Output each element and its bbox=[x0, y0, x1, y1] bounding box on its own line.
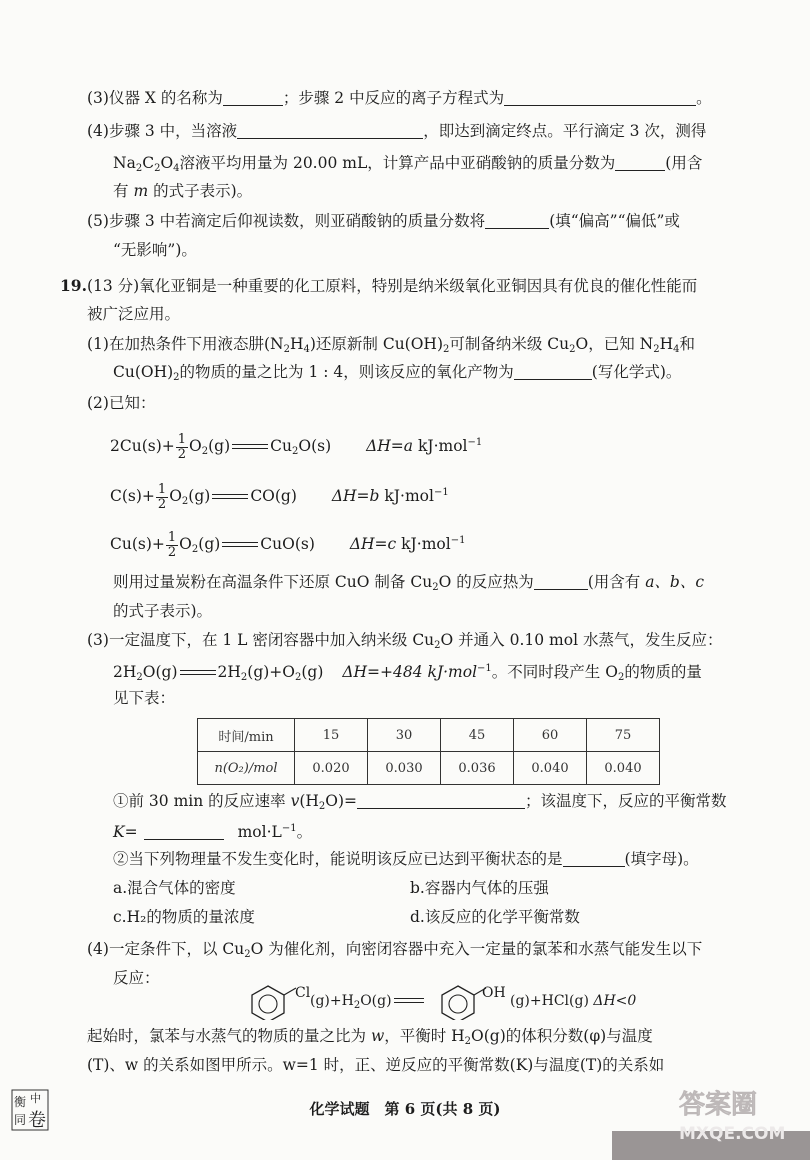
fraction: $\frac{1}{2}$ bbox=[167, 529, 177, 560]
fraction: $\frac{1}{2}$ bbox=[177, 431, 187, 462]
answer-blank[interactable] bbox=[223, 89, 283, 106]
table-cell: 30 bbox=[368, 719, 441, 752]
table-cell: 0.040 bbox=[514, 752, 587, 785]
option-b: b.容器内气体的压强 bbox=[410, 879, 549, 897]
answer-blank[interactable] bbox=[357, 792, 525, 809]
equals-sign-icon bbox=[232, 443, 268, 451]
q19-part4-line1: (4)一定条件下，以 $Cu_2O$ 为催化剂，向密闭容器中充入一定量的氯苯和水蒸气能发生以下 bbox=[87, 940, 703, 960]
q18-part5-line2: “无影响”)。 bbox=[113, 241, 197, 259]
table-row bbox=[198, 719, 660, 752]
q19-part2-label: (2)已知： bbox=[87, 394, 156, 412]
table-cell: 0.030 bbox=[368, 752, 441, 785]
q19-part3-line3: 见下表： bbox=[113, 689, 176, 707]
q19-part4-line3: 起始时，氯苯与水蒸气的物质的量之比为 w，平衡时 $H_2O(g)$的体积分数(φ)与温度 bbox=[87, 1027, 653, 1047]
option-d: d.该反应的化学平衡常数 bbox=[410, 908, 580, 926]
table-cell: 0.040 bbox=[587, 752, 660, 785]
q18-part4-line2: $Na_2C_2O_4$溶液平均用量为 20.00 mL，计算产品中亚硝酸钠的质量分数为 (用含 bbox=[113, 154, 703, 174]
answer-blank[interactable] bbox=[514, 363, 592, 380]
option-a: a.混合气体的密度 bbox=[113, 879, 236, 897]
thermo-equation-1: 2Cu(s)+ $\frac{1}{2}$ $O_2(g)$ $Cu_2O(s)$ ΔH=a kJ·mol$^{-1}$ bbox=[110, 431, 483, 462]
watermark-logo bbox=[671, 1083, 796, 1145]
svg-text:答案圈: 答案圈 bbox=[679, 1090, 758, 1120]
svg-text:MXQE.COM: MXQE.COM bbox=[679, 1124, 786, 1144]
q18-part4-line3: 有 m 的式子表示)。 bbox=[113, 182, 253, 200]
q19-intro-line2: 被广泛应用。 bbox=[87, 305, 181, 323]
svg-text:衡: 衡 bbox=[14, 1095, 27, 1109]
q19-part3-line1: (3)一定温度下，在 1 L 密闭容器中加入纳米级 $Cu_2O$ 并通入 0.10 mol 水蒸气，发生反应： bbox=[87, 631, 723, 651]
table-header-cell: n(O₂)/mol bbox=[198, 752, 295, 785]
q19-part1-line1: (1)在加热条件下用液态肼$(N_2H_4)$还原新制 $Cu(OH)_2$可制备纳米级 $Cu_2O$，已知 $N_2H_4$和 bbox=[87, 335, 696, 355]
table-row bbox=[198, 752, 660, 785]
q19-part3-sub2: ②当下列物理量不发生变化时，能说明该反应已达到平衡状态的是 (填字母)。 bbox=[113, 850, 699, 868]
equilibrium-arrow-icon bbox=[180, 669, 216, 677]
page-footer: 化学试题 第 6 页(共 8 页) bbox=[309, 1100, 501, 1118]
table-cell: 45 bbox=[441, 719, 514, 752]
question-number: 19. bbox=[60, 276, 87, 295]
option-c: c.H₂的物质的量浓度 bbox=[113, 908, 255, 926]
q19-part3-line2: $2H_2O(g)$ $2H_2(g)+O_2(g)$ ΔH=+484 kJ·mol$^{-1}$。不同时段产生 $O_2$的物质的量 bbox=[113, 663, 702, 683]
answer-blank[interactable] bbox=[237, 122, 423, 139]
thermo-equation-3: Cu(s)+ $\frac{1}{2}$ $O_2(g)$ CuO(s) ΔH=c kJ·mol$^{-1}$ bbox=[110, 529, 466, 560]
q19-part4-line4: (T)、w 的关系如图甲所示。w=1 时，正、逆反应的平衡常数(K)与温度(T)的关系如 bbox=[87, 1056, 665, 1074]
table-cell: 15 bbox=[295, 719, 368, 752]
table-cell: 60 bbox=[514, 719, 587, 752]
answer-blank[interactable] bbox=[563, 850, 625, 867]
q19-part3-sub1-line1: ①前 30 min 的反应速率 $v(H_2O)=$ ；该温度下，反应的平衡常数 bbox=[113, 792, 727, 812]
table-header-cell: 时间/min bbox=[198, 719, 295, 752]
svg-text:卷: 卷 bbox=[28, 1110, 46, 1131]
q19-part3-sub1-line2: $K= mol\cdot L^{-1}$。 bbox=[113, 823, 313, 841]
equals-sign-icon bbox=[212, 493, 248, 501]
answer-blank[interactable] bbox=[485, 212, 549, 229]
chlorobenzene-reaction: Cl $(g)+H_2O(g)$ OH (g)+HCl(g) ΔH<0 bbox=[248, 982, 668, 1020]
oxygen-amount-table bbox=[197, 718, 660, 785]
equilibrium-arrow-icon bbox=[394, 997, 424, 1005]
q19-part4-line2: 反应： bbox=[113, 969, 160, 987]
answer-blank[interactable] bbox=[144, 823, 224, 840]
publisher-logo bbox=[10, 1088, 50, 1132]
q19-part2-ask-line1: 则用过量炭粉在高温条件下还原 CuO 制备 $Cu_2O$ 的反应热为 (用含有 a、b、c bbox=[113, 573, 705, 593]
svg-text:同: 同 bbox=[14, 1113, 27, 1127]
thermo-equation-2: C(s)+ $\frac{1}{2}$ $O_2(g)$ CO(g) ΔH=b kJ·mol$^{-1}$ bbox=[110, 481, 449, 512]
q18-part3: (3)仪器 X 的名称为 ；步骤 2 中反应的离子方程式为 。 bbox=[87, 89, 712, 107]
equals-sign-icon bbox=[222, 541, 258, 549]
q19-intro-line1: 19.(13 分)氧化亚铜是一种重要的化工原料，特别是纳米级氧化亚铜因具有优良的催化性能而 bbox=[60, 276, 698, 295]
fraction: $\frac{1}{2}$ bbox=[157, 481, 167, 512]
q19-part1-line2: $Cu(OH)_2$的物质的量之比为 1 : 4，则该反应的氧化产物为 (写化学式)。 bbox=[113, 363, 682, 383]
table-cell: 75 bbox=[587, 719, 660, 752]
q18-part4-line1: (4)步骤 3 中，当溶液 ，即达到滴定终点。平行滴定 3 次，测得 bbox=[87, 122, 707, 140]
q18-part5-line1: (5)步骤 3 中若滴定后仰视读数，则亚硝酸钠的质量分数将 (填“偏高”“偏低”或 bbox=[87, 212, 680, 230]
answer-blank[interactable] bbox=[504, 89, 696, 106]
svg-text:中: 中 bbox=[30, 1092, 41, 1105]
answer-blank[interactable] bbox=[615, 154, 665, 171]
q19-part2-ask-line2: 的式子表示)。 bbox=[113, 602, 213, 620]
table-cell: 0.036 bbox=[441, 752, 514, 785]
answer-blank[interactable] bbox=[534, 573, 588, 590]
table-cell: 0.020 bbox=[295, 752, 368, 785]
